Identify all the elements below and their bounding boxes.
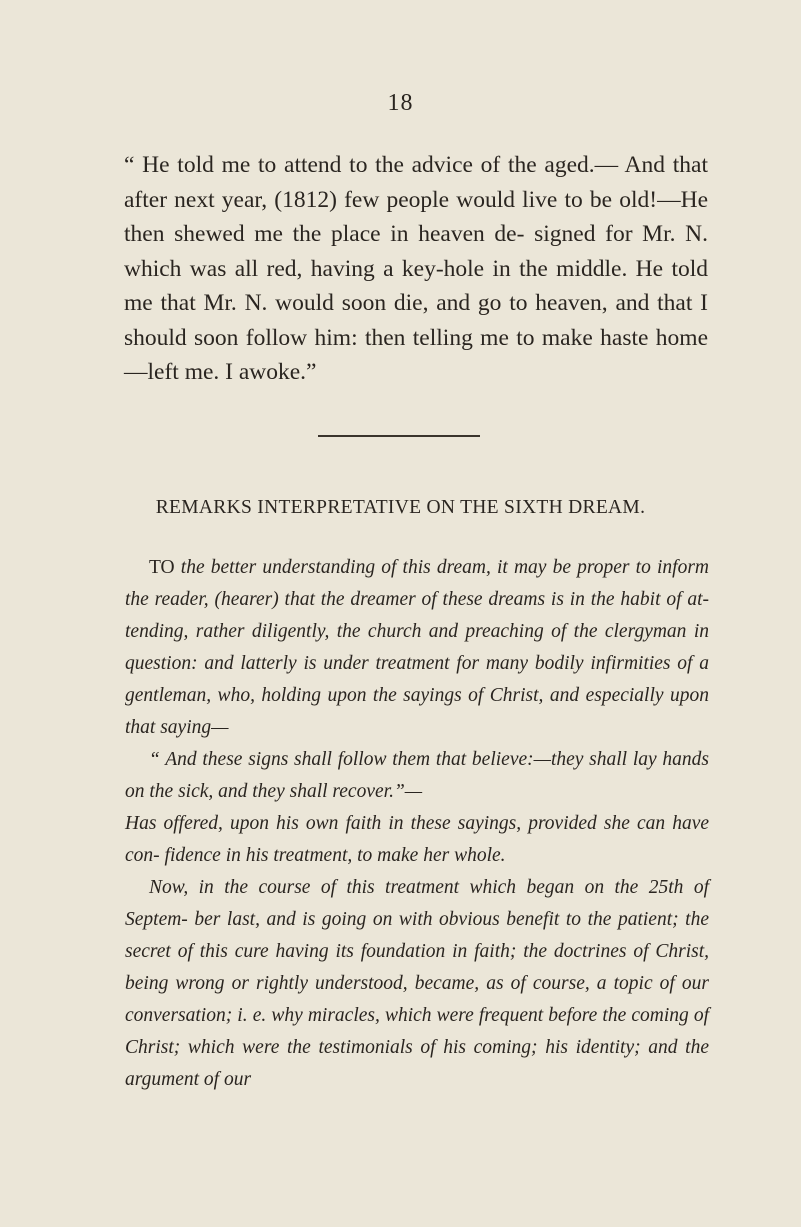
remarks-paragraph-treatment: Now, in the course of this treatment which began on the 25th of Septem- ber last, and is going on with obvious benefit to the patient; the secret of this cure having its foundation in faith; the doctrines of Christ, being wrong or rightly understood, became, as of course, a topic of our conversation; i. e. why miracles, which were frequent before the coming of Christ; which were the testimonials of his coming; his identity; and the argument of our [125, 877, 709, 1090]
intro-text: the better understanding of this dream, it may be proper to inform the reader, (hearer) that the dreamer of these dreams is in the habit of at- tending, rather diligently, the church and preaching of the clergyman in question: and latterly is under treatment for many bodily infirmities of a gentleman, who, holding upon the sayings of Christ, and especially upon that saying— [125, 557, 709, 738]
remarks-body [125, 552, 709, 1096]
opening-word: TO [149, 557, 175, 578]
dream-narrative [124, 148, 708, 390]
scripture-quote: “ And these signs shall follow them that believe:—they shall lay hands on the sick, and they shall recover.”— [125, 749, 709, 802]
narrative-paragraph: “ He told me to attend to the advice of the aged.— And that after next year, (1812) few people would live to be old!—He then shewed me the place in heaven de- signed for Mr. N. which was all red, having a key-hole in the middle. He told me that Mr. N. would soon die, and go to heaven, and that I should soon follow him: then telling me to make haste home—left me. I awoke.” [124, 152, 708, 385]
section-heading: REMARKS INTERPRETATIVE ON THE SIXTH DREAM. [155, 497, 646, 518]
remarks-paragraph-offer: Has offered, upon his own faith in these sayings, provided she can have con- fidence in his treatment, to make her whole. [125, 813, 709, 866]
remarks-paragraph-intro [125, 552, 709, 744]
page-number: 18 [387, 90, 414, 116]
section-divider-rule [318, 435, 480, 437]
